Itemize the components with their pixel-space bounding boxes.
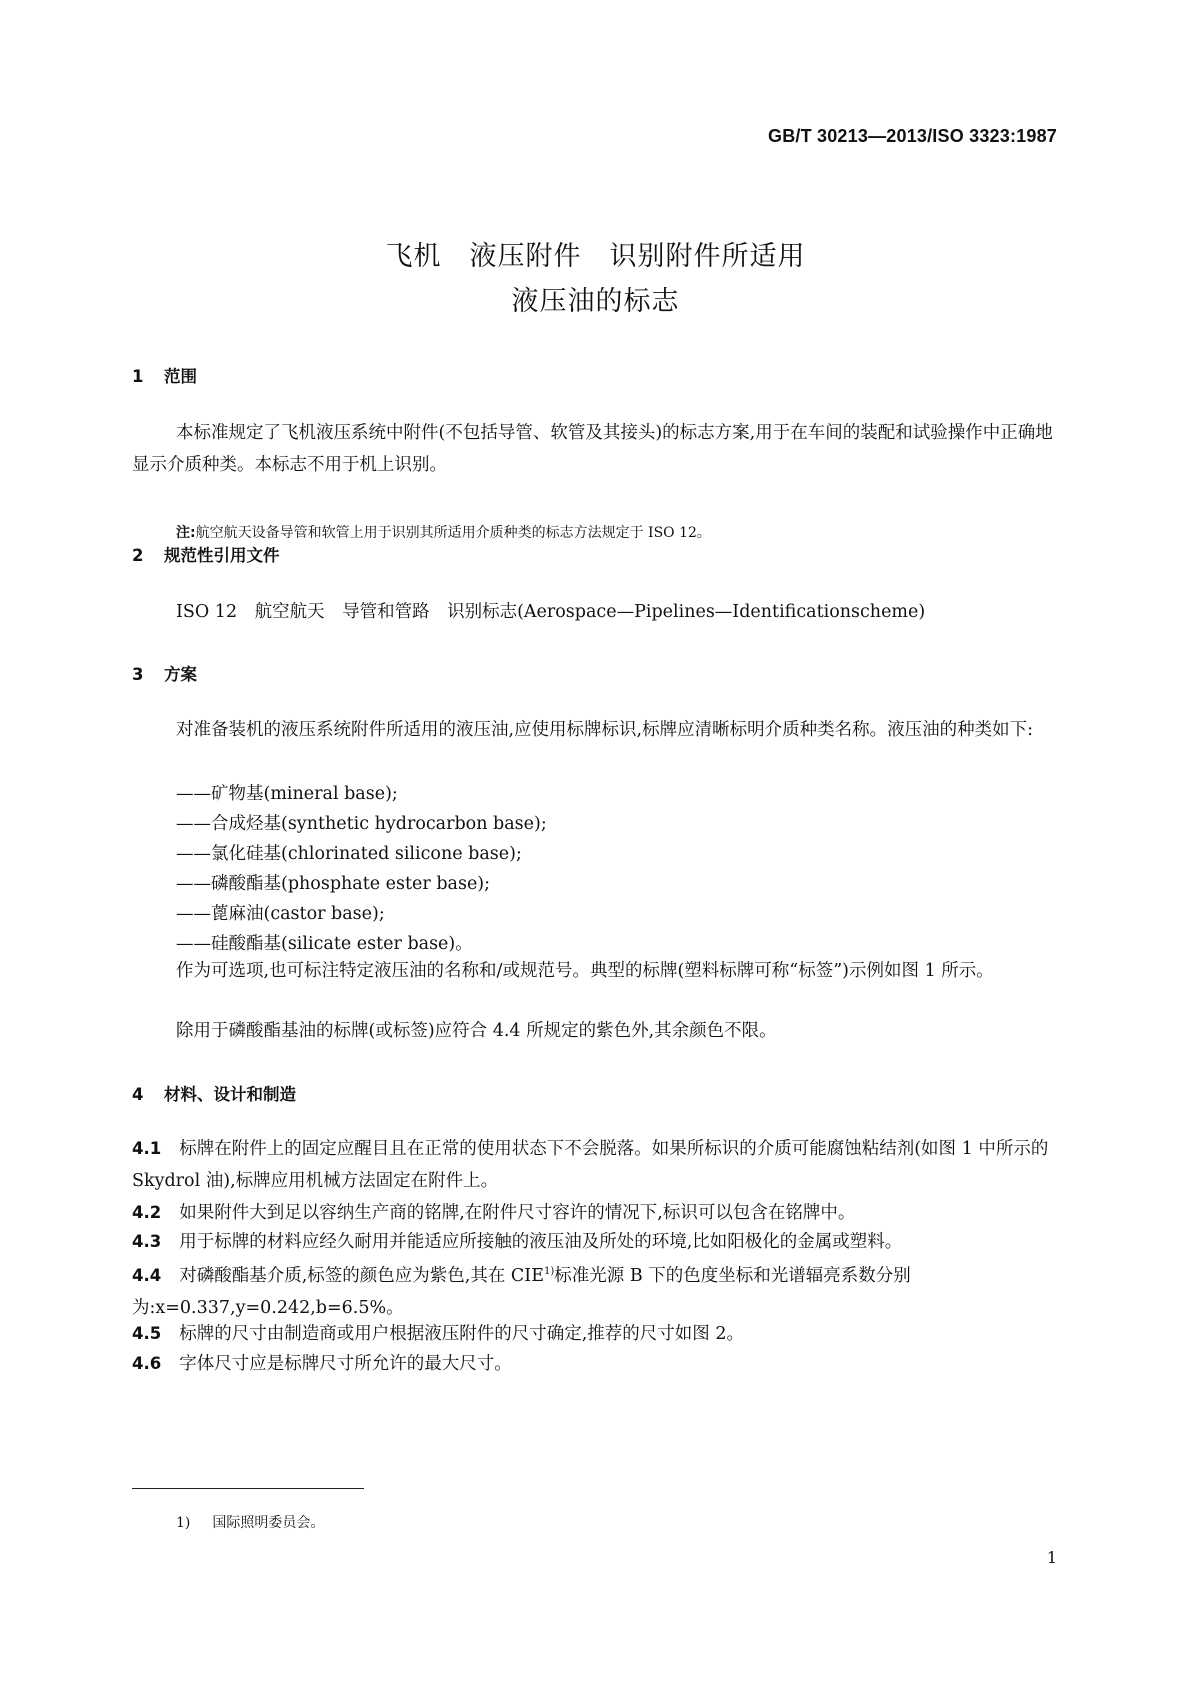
clause-4-6 [132,1348,1062,1380]
clause-text: 标牌在附件上的固定应醒目且在正常的使用状态下不会脱落。如果所标识的介质可能腐蚀粘结剂(如图 1 中所示的 Skydrol 油),标牌应用机械方法固定在附件上。 [132,1139,1049,1191]
note-label: 注: [176,525,196,541]
clause-text: 如果附件大到足以容纳生产商的铭牌,在附件尺寸容许的情况下,标识可以包含在铭牌中。 [179,1203,856,1223]
fluid-type-item: ——硅酸酯基(silicate ester base)。 [176,934,473,954]
clause-4-2 [132,1197,1062,1229]
clause-4-3 [132,1226,1062,1258]
section-3-paragraph-3: 除用于磷酸酯基油的标牌(或标签)应符合 4.4 所规定的紫色外,其余颜色不限。 [176,1021,777,1041]
section-3-heading [132,661,197,685]
footnote-mark: 1) [176,1515,191,1531]
clause-4-1 [132,1133,1062,1197]
footnote [176,1512,324,1532]
clause-4-5 [132,1318,1062,1350]
section-number: 1 [132,367,144,386]
section-title: 方案 [164,665,197,684]
fluid-type-item: ——磷酸酯基(phosphate ester base); [176,874,491,894]
document-title-line2: 液压油的标志 [511,286,680,317]
section-2-heading [132,542,280,566]
section-number: 2 [132,546,144,565]
clause-text: 标牌的尺寸由制造商或用户根据液压附件的尺寸确定,推荐的尺寸如图 2。 [179,1324,744,1344]
document-title-line1: 飞机 液压附件 识别附件所适用 [385,241,806,272]
fluid-type-item: ——氯化硅基(chlorinated silicone base); [176,844,522,864]
clause-number: 4.4 [132,1265,162,1285]
standard-number: GB/T 30213—2013/ISO 3323:1987 [768,126,1057,146]
section-1-note [176,522,711,542]
footnote-divider [132,1488,364,1489]
fluid-type-item: ——矿物基(mineral base); [176,784,398,804]
note-text: 航空航天设备导管和软管上用于识别其所适用介质种类的标志方法规定于 ISO 12。 [195,525,711,541]
section-3-paragraph-1: 对准备装机的液压系统附件所适用的液压油,应使用标牌标识,标牌应清晰标明介质种类名称。液压油的种类如下: [176,720,1034,740]
footnote-text: 国际照明委员会。 [212,1515,325,1531]
section-title: 材料、设计和制造 [164,1085,296,1104]
clause-text-cont: 标准光源 B 下的色度坐标和光谱辐亮系数分别为:x=0.337,y=0.242,b=6.5%。 [132,1265,911,1318]
section-4-heading [132,1081,296,1105]
fluid-type-item: ——合成烃基(synthetic hydrocarbon base); [176,814,547,834]
clause-number: 4.6 [132,1354,162,1373]
footnote-reference: 1) [544,1266,555,1277]
section-1-paragraph: 本标准规定了飞机液压系统中附件(不包括导管、软管及其接头)的标志方案,用于在车间的装配和试验操作中正确地显示介质种类。本标志不用于机上识别。 [132,423,1053,475]
clause-text: 对磷酸酯基介质,标签的颜色应为紫色,其在 CIE [179,1265,544,1286]
clause-number: 4.2 [132,1203,162,1222]
section-title: 规范性引用文件 [164,546,280,565]
section-title: 范围 [164,367,197,386]
clause-text: 用于标牌的材料应经久耐用并能适应所接触的液压油及所处的环境,比如阳极化的金属或塑料。 [179,1232,903,1252]
clause-4-4 [132,1256,1062,1324]
section-number: 4 [132,1085,144,1104]
clause-number: 4.3 [132,1232,162,1251]
clause-number: 4.5 [132,1324,162,1343]
section-3-paragraph-2: 作为可选项,也可标注特定液压油的名称和/或规范号。典型的标牌(塑料标牌可称“标签”)示例如图 1 所示。 [176,961,994,981]
section-number: 3 [132,665,144,684]
page-number: 1 [1046,1548,1057,1567]
normative-reference: ISO 12 航空航天 导管和管路 识别标志(Aerospace—Pipelines—Identificationscheme) [176,602,926,622]
section-1-heading [132,363,197,387]
fluid-type-item: ——蓖麻油(castor base); [176,904,385,924]
clause-number: 4.1 [132,1139,162,1158]
clause-text: 字体尺寸应是标牌尺寸所允许的最大尺寸。 [179,1354,512,1374]
